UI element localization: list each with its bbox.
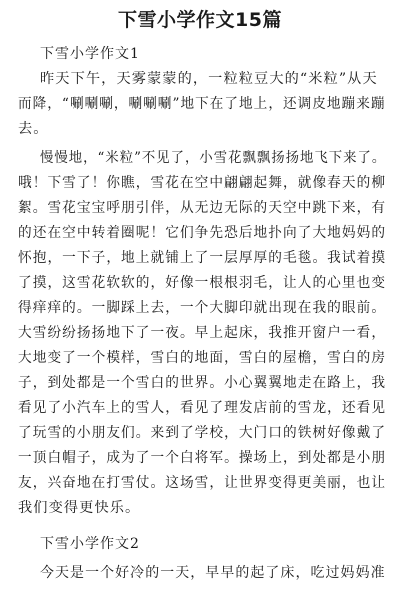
paragraph-line: 慢慢地，“米粒”不见了，小雪花飘飘扬扬地飞下来了。 xyxy=(40,150,387,166)
paragraph-line: 絮。雪花宝宝呼朋引伴，从无边无际的天空中跳下来，有 xyxy=(18,200,387,216)
paragraph-line: 而降，“唰唰唰，唰唰唰”地下在了地上，还调皮地蹦来蹦 xyxy=(18,96,386,112)
paragraph-line: 一顶白帽子，成为了一个白将军。操场上，到处都是小朋 xyxy=(18,450,387,466)
paragraph-line: 子，到处都是一个雪白的世界。小心翼翼地走在路上，我 xyxy=(18,375,387,391)
paragraph-line: 友，兴奋地在打雪仗。这场雪，让世界变得更美丽，也让 xyxy=(18,475,387,491)
paragraph-line: 哦！下雪了！你瞧，雪花在空中翩翩起舞，就像春天的柳 xyxy=(18,175,387,191)
paragraph-line: 了玩雪的小朋友们。来到了学校，大门口的铁树好像戴了 xyxy=(18,425,387,441)
paragraph-line: 去。 xyxy=(18,121,49,137)
paragraph-line: 看见了小汽车上的雪人，看见了理发店前的雪龙，还看见 xyxy=(18,400,387,416)
section-heading: 下雪小学作文1 xyxy=(40,46,140,62)
paragraph-line: 昨天下午，天雾蒙蒙的，一粒粒豆大的“米粒”从天 xyxy=(40,71,378,87)
paragraph-line: 的还在空中转着圈呢！它们争先恐后地扑向了大地妈妈的 xyxy=(18,225,387,241)
paragraph-line: 大雪纷纷扬扬地下了一夜。早上起床，我推开窗户一看， xyxy=(18,325,387,341)
section-heading: 下雪小学作文2 xyxy=(40,536,140,552)
paragraph-line: 了摸，这雪花软软的，好像一根根羽毛，让人的心里也变 xyxy=(18,275,387,291)
paragraph-line: 我们变得更快乐。 xyxy=(18,500,141,516)
paragraph-line: 大地变了一个模样，雪白的地面，雪白的屋檐，雪白的房 xyxy=(18,350,387,366)
document-title: 下雪小学作文15篇 xyxy=(118,9,282,31)
paragraph-line: 今天是一个好冷的一天，早早的起了床，吃过妈妈准 xyxy=(40,565,386,581)
paragraph-line: 怀抱，一下子，地上就铺上了一层厚厚的毛毯。我试着摸 xyxy=(18,250,387,266)
paragraph-line: 得痒痒的。一脚踩上去，一个大脚印就出现在我的眼前。 xyxy=(18,300,387,316)
